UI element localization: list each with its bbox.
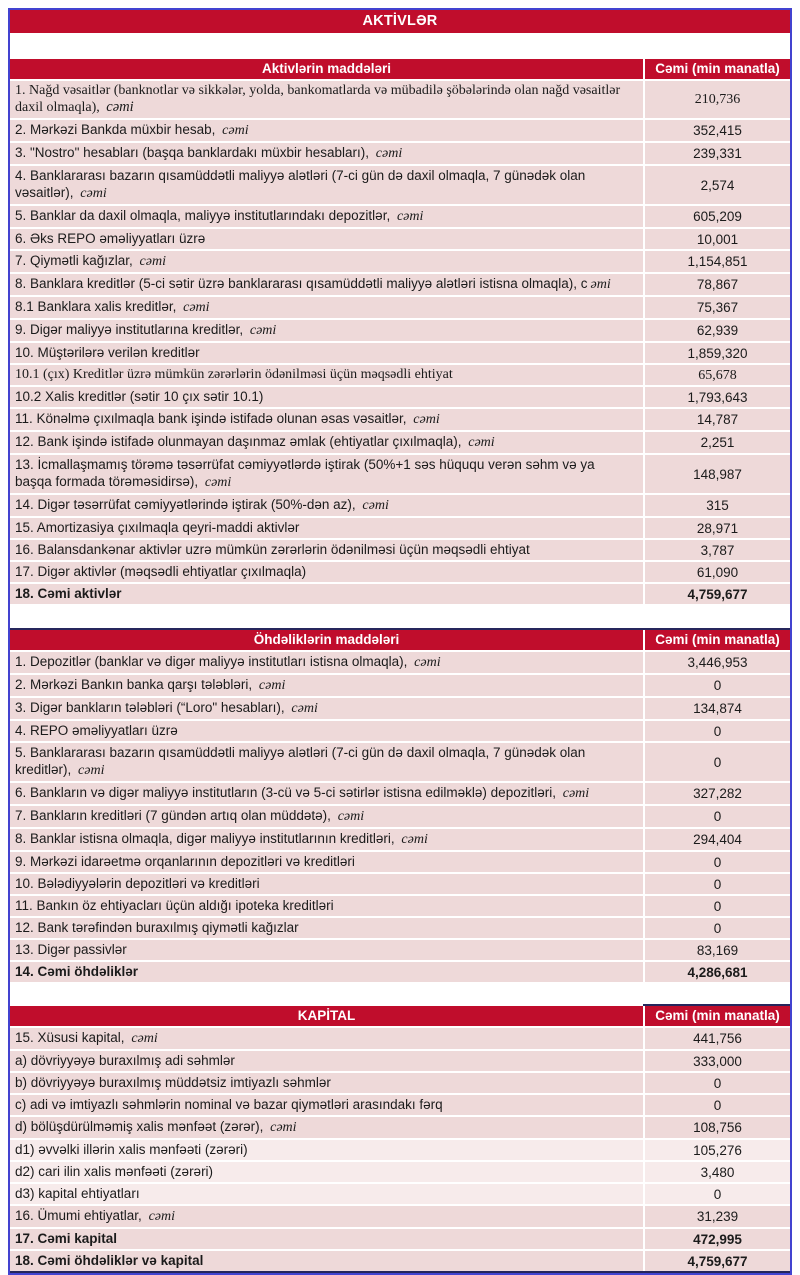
row-label: 10. Bələdiyyələrin depozitləri və kreditləri [15,876,260,891]
table-row [10,249,790,272]
row-label: 11. Bankın öz ehtiyacları üçün aldığı ipoteka kreditləri [15,898,334,913]
row-label: c) adi və imtiyazlı səhmlərin nominal və bazar qiymətləri arasındakı fərq [15,1097,443,1112]
row-value: 14,787 [643,409,790,430]
row-label: d2) cari ilin xalis mənfəəti (zərəri) [15,1164,214,1179]
capital-header-value: Cəmi (min manatla) [643,1006,790,1026]
row-value: 75,367 [643,297,790,318]
row-label: 4. Banklararası bazarın qısamüddətli maliyyə alətləri (7-ci gün də daxil olmaqla, 7 günədək olan vəsaitlər), cəmi [15,168,586,201]
row-label: 2. Mərkəzi Bankda müxbir hesab, cəmi [15,122,249,138]
row-label: 15. Amortizasiya çıxılmaqla qeyri-maddi aktivlər [15,520,300,535]
row-value: 4,759,677 [643,584,790,604]
table-row [10,1249,790,1271]
row-label: 16. Balansdankənar aktivlər uzrə mümkün zərərlərin ödənilməsi üçün məqsədli ehtiyat [15,542,530,557]
row-value: 3,787 [643,540,790,560]
row-label: 13. İcmallaşmamış törəmə təsərrüfat cəmiyyətlərdə iştirak (50%+1 səs hüququ verən səhm və ya başqa formada törəməsidirsə), cəmi [15,457,595,490]
row-label: d1) əvvəlki illərin xalis mənfəəti (zərəri) [15,1142,248,1157]
table-row [10,741,790,781]
row-value: 0 [643,675,790,696]
row-value: 0 [643,852,790,872]
capital-table [10,1006,790,1273]
row-value: 134,874 [643,698,790,719]
table-row [10,118,790,141]
row-label: 18. Cəmi öhdəliklər və kapital [15,1253,204,1268]
liabilities-table-header [10,628,790,650]
row-label: 1. Nağd vəsaitlər (banknotlar və sikkələr, yolda, bankomatlarda və mübadilə şöbələrində olan nağd vəsaitlər daxil olmaqla), cəmi [15,83,621,115]
table-row [10,1026,790,1049]
row-value: 0 [643,874,790,894]
liabilities-table [10,628,790,982]
row-label: 2. Mərkəzi Bankın banka qarşı tələbləri, cəmi [15,677,286,693]
row-label: 7. Bankların kreditləri (7 gündən artıq olan müddətə), cəmi [15,808,365,824]
row-label: 4. REPO əməliyyatları üzrə [15,723,178,738]
capital-header-label: KAPİTAL [297,1008,356,1023]
row-label: 17. Cəmi kapital [15,1231,118,1246]
row-value: 61,090 [643,562,790,582]
row-label: 1. Depozitlər (banklar və digər maliyyə institutları istisna olmaqla), cəmi [15,654,441,670]
table-row [10,1071,790,1093]
row-label: 11. Könəlmə çıxılmaqla bank işində istifadə olunan əsas vəsaitlər, cəmi [15,411,440,427]
assets-table-header [10,59,790,79]
row-label: a) dövriyyəyə buraxılmış adi səhmlər [15,1053,235,1068]
row-label: 6. Bankların və digər maliyyə institutların (3-cü və 5-ci sətirlər istisna edilməklə) depozitləri, cəmi [15,785,590,801]
table-row [10,1227,790,1249]
row-value: 3,446,953 [643,652,790,673]
row-value: 148,987 [643,455,790,493]
table-row [10,650,790,673]
row-value: 0 [643,806,790,827]
section-gap [10,982,790,1006]
row-value: 108,756 [643,1117,790,1138]
table-row [10,1204,790,1227]
row-label: d3) kapital ehtiyatları [15,1186,140,1201]
table-row [10,1115,790,1138]
table-row [10,827,790,850]
row-value: 333,000 [643,1051,790,1071]
liabilities-header-value: Cəmi (min manatla) [643,630,790,650]
table-row [10,1049,790,1071]
row-value: 1,793,643 [643,387,790,407]
table-row [10,407,790,430]
row-value: 0 [643,743,790,781]
row-value: 10,001 [643,229,790,249]
row-value: 4,286,681 [643,962,790,982]
row-label: 5. Banklararası bazarın qısamüddətli maliyyə alətləri (7-ci gün də daxil olmaqla, 7 günədək olan kreditlər), cəmi [15,745,586,778]
table-row [10,318,790,341]
table-row [10,804,790,827]
row-value: 3,480 [643,1162,790,1182]
row-label: 12. Bank tərəfindən buraxılmış qiymətli kağızlar [15,920,299,935]
row-value: 441,756 [643,1028,790,1049]
row-value: 327,282 [643,783,790,804]
table-row [10,204,790,227]
row-value: 1,859,320 [643,343,790,363]
assets-header-label: Aktivlərin maddələri [261,61,392,76]
table-row [10,453,790,493]
assets-table [10,59,790,604]
capital-table-body [10,1026,790,1271]
row-label: 9. Mərkəzi idarəetmə orqanlarının depozitləri və kreditləri [15,854,355,869]
row-value: 239,331 [643,143,790,164]
row-value: 605,209 [643,206,790,227]
table-row [10,493,790,516]
table-row [10,582,790,604]
title-spacer [10,33,790,59]
table-row [10,916,790,938]
table-row [10,79,790,118]
row-value: 0 [643,1184,790,1204]
row-label: 10. Müştərilərə verilən kreditlər [15,345,200,360]
table-row [10,872,790,894]
row-value: 0 [643,1095,790,1115]
row-label: 10.1 (çıx) Kreditlər üzrə mümkün zərərlərin ödənilməsi üçün məqsədli ehtiyat [15,367,453,382]
row-value: 4,759,677 [643,1251,790,1271]
row-value: 210,736 [643,81,790,118]
row-value: 472,995 [643,1229,790,1249]
row-label: d) bölüşdürülməmiş xalis mənfəət (zərər), cəmi [15,1119,297,1135]
row-value: 65,678 [643,365,790,385]
row-label: 12. Bank işində istifadə olunmayan daşınmaz əmlak (ehtiyatlar çıxılmaqla), cəmi [15,434,495,450]
table-row [10,516,790,538]
row-value: 0 [643,1073,790,1093]
page-title: AKTİVLƏR [10,10,790,33]
assets-table-body [10,79,790,604]
row-label: 8. Banklara kreditlər (5-ci sətir üzrə banklararası qısamüddətli maliyyə alətləri istisna olmaqla), c əmi [15,276,611,292]
row-label: 3. Digər bankların tələbləri (“Loro" hesabları), cəmi [15,700,318,716]
row-value: 62,939 [643,320,790,341]
row-label: 7. Qiymətli kağızlar, cəmi [15,253,167,269]
table-row [10,227,790,249]
row-label: 10.2 Xalis kreditlər (sətir 10 çıx sətir 10.1) [15,389,264,404]
row-value: 0 [643,896,790,916]
table-row [10,781,790,804]
row-label: 9. Digər maliyyə institutlarına kreditlər, cəmi [15,322,277,338]
row-label: 17. Digər aktivlər (məqsədli ehtiyatlar çıxılmaqla) [15,564,307,579]
table-row [10,938,790,960]
table-row [10,960,790,982]
row-value: 28,971 [643,518,790,538]
row-label: 18. Cəmi aktivlər [15,586,122,601]
table-row [10,538,790,560]
row-value: 105,276 [643,1140,790,1160]
table-row [10,696,790,719]
liabilities-header-label: Öhdəliklərin maddələri [253,632,400,647]
table-row [10,363,790,385]
row-value: 0 [643,721,790,741]
row-value: 1,154,851 [643,251,790,272]
table-row [10,850,790,872]
row-label: 14. Digər təsərrüfat cəmiyyətlərində iştirak (50%-dən az), cəmi [15,497,389,513]
balance-sheet-document [8,8,792,1275]
table-row [10,560,790,582]
row-value: 0 [643,918,790,938]
row-label: 14. Cəmi öhdəliklər [15,964,139,979]
row-value: 31,239 [643,1206,790,1227]
section-gap [10,604,790,628]
table-row [10,894,790,916]
table-row [10,1182,790,1204]
table-row [10,1160,790,1182]
row-value: 2,574 [643,166,790,204]
row-label: b) dövriyyəyə buraxılmış müddətsiz imtiyazlı səhmlər [15,1075,331,1090]
table-row [10,673,790,696]
row-value: 294,404 [643,829,790,850]
row-label: 16. Ümumi ehtiyatlar, cəmi [15,1208,176,1224]
row-label: 6. Əks REPO əməliyyatları üzrə [15,231,206,246]
table-row [10,1138,790,1160]
table-row [10,341,790,363]
row-value: 83,169 [643,940,790,960]
assets-header-value: Cəmi (min manatla) [643,59,790,79]
table-row [10,719,790,741]
table-row [10,430,790,453]
table-row [10,385,790,407]
row-label: 8.1 Banklara xalis kreditlər, cəmi [15,299,210,315]
row-label: 13. Digər passivlər [15,942,127,957]
row-label: 15. Xüsusi kapital, cəmi [15,1030,158,1046]
capital-table-header [10,1006,790,1026]
row-value: 352,415 [643,120,790,141]
liabilities-table-body [10,650,790,982]
table-row [10,1093,790,1115]
table-row [10,141,790,164]
row-label: 3. "Nostro" hesabları (başqa banklardakı müxbir hesabları), cəmi [15,145,403,161]
table-row [10,164,790,204]
row-label: 5. Banklar da daxil olmaqla, maliyyə institutlarındakı depozitlər, cəmi [15,208,424,224]
row-value: 2,251 [643,432,790,453]
row-value: 78,867 [643,274,790,295]
row-label: 8. Banklar istisna olmaqla, digər maliyyə institutlarının kreditləri, cəmi [15,831,428,847]
table-row [10,272,790,295]
table-row [10,295,790,318]
row-value: 315 [643,495,790,516]
